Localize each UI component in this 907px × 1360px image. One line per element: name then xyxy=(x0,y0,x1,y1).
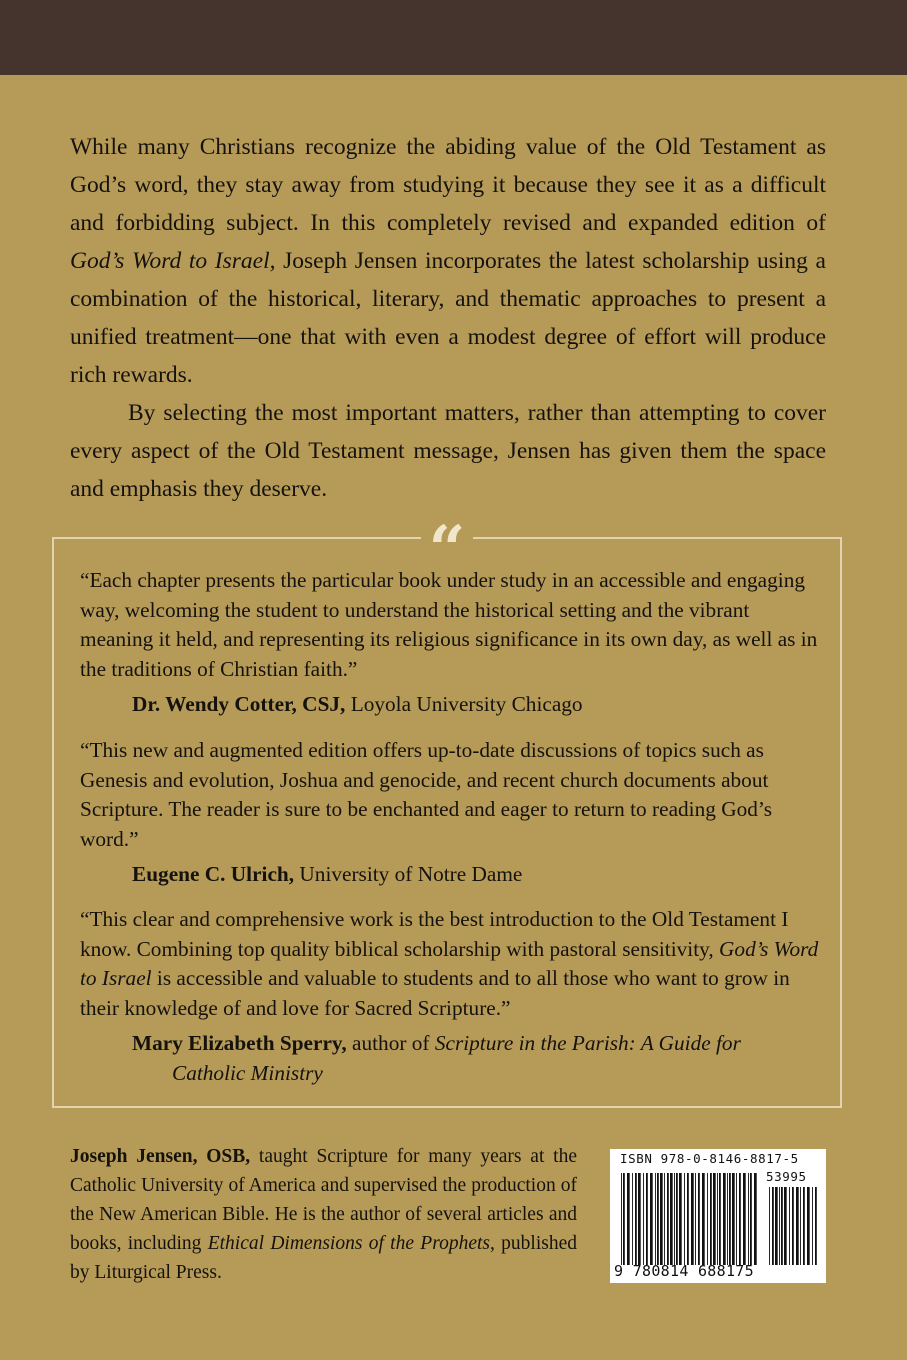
barcode-bar xyxy=(807,1187,810,1265)
author-name: Joseph Jensen, OSB, xyxy=(70,1146,251,1167)
barcode-bar xyxy=(748,1173,749,1265)
barcode-bar xyxy=(769,1187,770,1265)
barcode-bar xyxy=(803,1187,805,1265)
barcode-bar xyxy=(667,1173,669,1265)
barcode-bar xyxy=(646,1173,648,1265)
endorser-affiliation: Loyola University Chicago xyxy=(345,692,583,716)
barcode-bar xyxy=(691,1173,694,1265)
barcode-bar xyxy=(643,1173,644,1265)
endorsement-3 xyxy=(80,905,820,1088)
price-code: 53995 xyxy=(766,1169,807,1184)
author-book-title: Ethical Dimensions of the Prophets xyxy=(207,1233,490,1254)
barcode-bar xyxy=(781,1187,783,1265)
barcode-bar xyxy=(655,1173,656,1265)
barcode-bar xyxy=(687,1173,689,1265)
barcode-bar xyxy=(750,1173,752,1265)
barcode-bar xyxy=(674,1173,675,1265)
barcode-bar xyxy=(796,1187,799,1265)
endorsement-text: “This clear and comprehensive work is the best introduction to the Old Testament I know. Combining top quality biblical scholarship with pastoral sensitivity, God’s Word to Israel is accessible and valuable to students and to all those who want to grow in their knowledge of and love for Sacred Scripture.” xyxy=(80,907,819,1020)
endorser-book-title: Scripture in the Parish: A Guide for xyxy=(434,1031,741,1055)
barcode-bar xyxy=(743,1173,746,1265)
barcode-bar xyxy=(800,1187,801,1265)
endorsement-1 xyxy=(80,566,820,720)
endorser-book-title: Catholic Ministry xyxy=(172,1060,323,1085)
barcode-bar xyxy=(664,1173,665,1265)
endorser-name: Eugene C. Ulrich, xyxy=(132,862,295,886)
barcode-bar xyxy=(638,1173,641,1265)
barcode-bar xyxy=(702,1173,705,1265)
barcode-bar xyxy=(621,1173,622,1265)
barcode-bar xyxy=(710,1173,712,1265)
barcode-bar xyxy=(632,1173,633,1265)
barcode-bar xyxy=(732,1173,735,1265)
endorser-name: Mary Elizabeth Sperry, xyxy=(132,1031,347,1055)
endorsement-attribution xyxy=(80,690,820,720)
barcode-bar xyxy=(779,1187,780,1265)
quotation-mark-icon: “ xyxy=(421,510,473,570)
barcode-bar xyxy=(635,1173,637,1265)
barcode-bar xyxy=(812,1187,813,1265)
endorsement-text: “Each chapter presents the particular book under study in an accessible and engaging way, welcoming the student to understand the historical setting and the vibrant meaning it held, and representing its religious significance in its own day, as well as in the traditions of Christian faith.” xyxy=(80,568,818,681)
barcode-bar xyxy=(623,1173,625,1265)
blurb-paragraph-2: By selecting the most important matters, rather than attempting to cover every aspect of the Old Testament message, Jensen has given them the space and emphasis they deserve. xyxy=(70,400,826,502)
isbn-label: ISBN 978-0-8146-8817-5 xyxy=(620,1151,799,1166)
endorser-affiliation: University of Notre Dame xyxy=(294,862,523,886)
barcode-bar xyxy=(670,1173,673,1265)
barcode-bar xyxy=(676,1173,678,1265)
blurb-text: Joseph Jensen incorporates the latest scholarship using a combination of the historical, literary, and thematic approaches to present a unified treatment—one that with even a modest degree of effort will produce rich rewards. xyxy=(70,248,826,388)
book-title: God’s Word to Israel xyxy=(80,936,819,990)
barcode-bar xyxy=(717,1173,718,1265)
barcode-bar xyxy=(713,1173,716,1265)
barcode-bar xyxy=(736,1173,737,1265)
isbn-barcode xyxy=(610,1149,826,1283)
endorser-name: Dr. Wendy Cotter, CSJ, xyxy=(132,692,346,716)
barcode-bar xyxy=(739,1173,741,1265)
barcode-bar xyxy=(695,1173,696,1265)
barcode-bar xyxy=(723,1173,726,1265)
barcode-bar xyxy=(679,1173,682,1265)
top-color-band xyxy=(0,0,907,75)
barcode-bars xyxy=(620,1173,760,1265)
barcode-bar xyxy=(789,1187,790,1265)
barcode-bar xyxy=(815,1187,817,1265)
endorsement-2 xyxy=(80,736,820,890)
barcode-bar xyxy=(727,1173,728,1265)
endorsement-text: “This new and augmented edition offers up-to-date discussions of topics such as Genesis and evolution, Joshua and genocide, and recent church documents about Scripture. The reader is sure to be enchanted and eager to return to reading God’s word.” xyxy=(80,738,773,851)
barcode-bar xyxy=(650,1173,653,1265)
barcode-bar xyxy=(784,1187,787,1265)
endorser-affiliation: author of xyxy=(346,1031,435,1055)
barcode-bar xyxy=(729,1173,731,1265)
endorsement-attribution xyxy=(80,1029,820,1088)
barcode-bar xyxy=(684,1173,685,1265)
barcode-bar xyxy=(792,1187,794,1265)
barcode-bar xyxy=(657,1173,659,1265)
barcode-addon-bars xyxy=(768,1187,820,1265)
author-bio: Joseph Jensen, OSB, taught Scripture for many years at the Catholic University of America and supervised the production of the New American Bible. He is the author of several articles and books, including Ethical Dimensions of the Prophets, published by Liturgical Press. xyxy=(70,1146,577,1283)
barcode-bar xyxy=(660,1173,663,1265)
barcode-bar xyxy=(719,1173,721,1265)
barcode-bar xyxy=(627,1173,630,1265)
barcode-bar xyxy=(775,1187,778,1265)
blurb-text: While many Christians recognize the abiding value of the Old Testament as God’s word, they stay away from studying it because they see it as a difficult and forbidding subject. In this completely revised and expanded edition of xyxy=(70,134,826,236)
barcode-bar xyxy=(772,1187,774,1265)
barcode-bar xyxy=(754,1173,757,1265)
book-title: God’s Word to Israel, xyxy=(70,248,276,274)
barcode-digits: 9 780814 688175 xyxy=(614,1262,754,1280)
blurb-paragraph-1 xyxy=(70,128,826,394)
barcode-bar xyxy=(698,1173,700,1265)
barcode-bar xyxy=(707,1173,708,1265)
cover-blurb xyxy=(70,128,826,508)
endorsement-attribution xyxy=(80,860,820,890)
